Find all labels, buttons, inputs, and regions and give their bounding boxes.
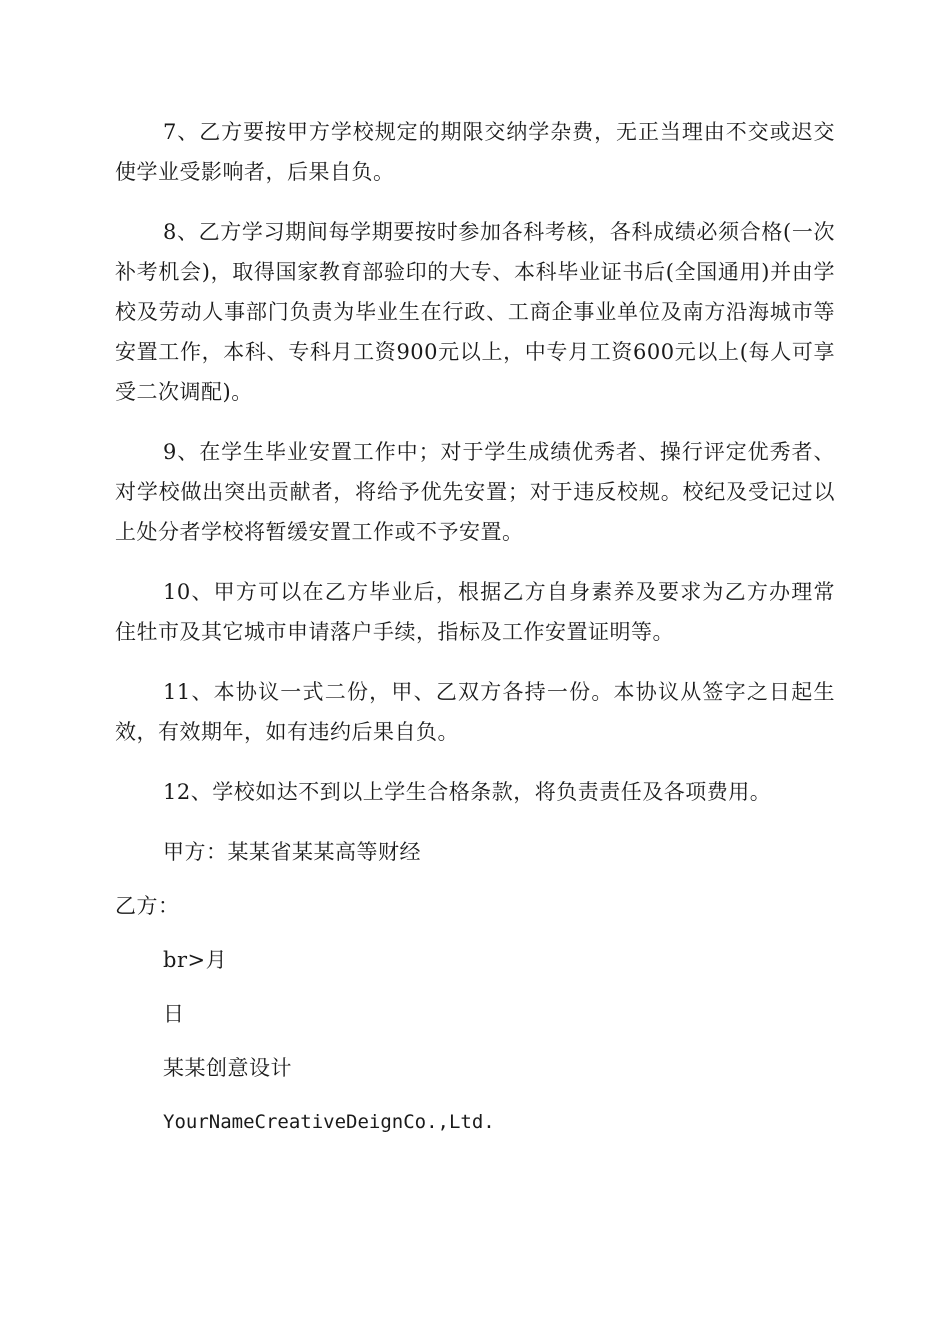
company-name-cn: 某某创意设计 bbox=[163, 1056, 292, 1080]
party-b-line: 乙方： bbox=[115, 894, 180, 918]
party-a-line: 甲方：某某省某某高等财经 bbox=[163, 840, 421, 864]
month-line: br>月 bbox=[163, 948, 228, 972]
clause-8: 8、乙方学习期间每学期要按时参加各科考核，各科成绩必须合格(一次补考机会)，取得国家教育部验印的大专、本科毕业证书后(全国通用)并由学校及劳动人事部门负责为毕业生在行政、工商企事业单位及南方沿海城市等安置工作，本科、专科月工资900元以上，中专月工资600元以上(每人可享受二次调配)。 bbox=[115, 220, 835, 404]
document-body bbox=[115, 112, 835, 1156]
company-name-en: YourNameCreativeDeignCo.,Ltd. bbox=[163, 1111, 495, 1133]
clause-7: 7、乙方要按甲方学校规定的期限交纳学杂费，无正当理由不交或迟交使学业受影响者，后果自负。 bbox=[115, 120, 835, 184]
clause-12: 12、学校如达不到以上学生合格条款，将负责责任及各项费用。 bbox=[163, 780, 772, 804]
clause-9: 9、在学生毕业安置工作中；对于学生成绩优秀者、操行评定优秀者、对学校做出突出贡献者，将给予优先安置；对于违反校规。校纪及受记过以上处分者学校将暂缓安置工作或不予安置。 bbox=[115, 440, 835, 544]
clause-11: 11、本协议一式二份，甲、乙双方各持一份。本协议从签字之日起生效，有效期年，如有违约后果自负。 bbox=[115, 680, 835, 744]
day-line: 日 bbox=[163, 1002, 185, 1026]
clause-10: 10、甲方可以在乙方毕业后，根据乙方自身素养及要求为乙方办理常住牡市及其它城市申请落户手续，指标及工作安置证明等。 bbox=[115, 580, 835, 644]
